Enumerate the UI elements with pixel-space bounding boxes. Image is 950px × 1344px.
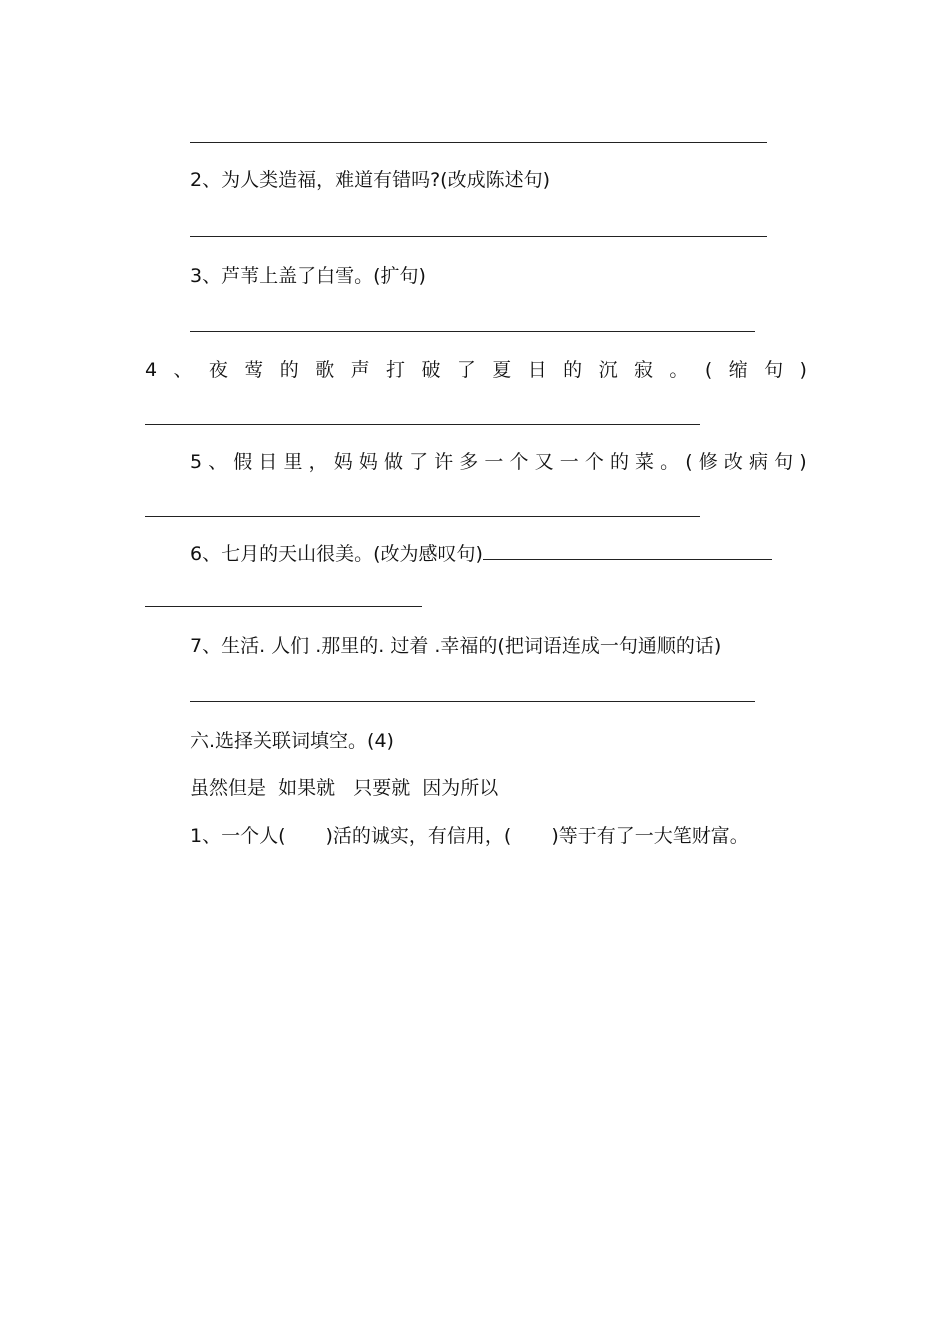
question-5-char: 了	[409, 451, 429, 473]
question-5-char: ，	[308, 451, 328, 473]
question-5-char: )	[799, 451, 807, 473]
question-4-char: 、	[173, 359, 193, 381]
question-4-char: (	[704, 359, 713, 381]
question-5-char: 多	[459, 451, 479, 473]
question-5-char: 句	[774, 451, 794, 473]
question-4-char: 破	[421, 359, 441, 381]
answer-line-q6	[145, 606, 422, 607]
question-4-char: 句	[764, 359, 784, 381]
question-5-char: 菜	[635, 451, 655, 473]
question-6	[190, 540, 772, 568]
question-5-char: 许	[434, 451, 454, 473]
section-6-item-1	[190, 822, 749, 850]
question-5-char: 一	[484, 451, 504, 473]
conjunction-options: 虽然但是 如果就 只要就 因为所以	[190, 777, 499, 799]
answer-line-q4	[145, 424, 700, 425]
question-4-char: 4	[145, 359, 158, 381]
question-5-char: 又	[534, 451, 554, 473]
question-5-char: (	[685, 451, 693, 473]
question-5-char: 改	[723, 451, 743, 473]
answer-line-q1	[190, 142, 767, 143]
question-5-char: 里	[283, 451, 303, 473]
answer-line-q2	[190, 236, 767, 237]
question-5-char: 的	[609, 451, 629, 473]
question-7: 7、生活. 人们 .那里的. 过着 .幸福的(把词语连成一句通顺的话)	[190, 635, 722, 657]
question-5-char: 。	[660, 451, 680, 473]
question-6-text: 6、七月的天山很美。(改为感叹句)	[190, 543, 483, 565]
item-1-part-3: )等于有了一大笔财富。	[551, 825, 749, 847]
question-4-char: 歌	[315, 359, 335, 381]
question-4-char: )	[799, 359, 807, 381]
question-4-char: 寂	[633, 359, 653, 381]
question-4-char: 日	[527, 359, 547, 381]
question-5-char: 5	[190, 451, 203, 473]
question-5-char: 个	[584, 451, 604, 473]
item-1-part-1: 1、一个人(	[190, 825, 286, 847]
question-5-char: 一	[559, 451, 579, 473]
answer-line-q6-inline	[483, 545, 772, 560]
question-5-char: 假	[233, 451, 253, 473]
question-5-char: 个	[509, 451, 529, 473]
question-4-char: 声	[350, 359, 370, 381]
question-4-char: 缩	[728, 359, 748, 381]
answer-line-q3	[190, 331, 755, 332]
answer-line-q7	[190, 701, 755, 702]
answer-line-q5	[145, 516, 700, 517]
question-5-char: 修	[698, 451, 718, 473]
question-4-char: 夏	[492, 359, 512, 381]
item-1-part-2: )活的诚实，有信用，(	[325, 825, 512, 847]
question-4-char: 打	[386, 359, 406, 381]
question-4-char: 的	[563, 359, 583, 381]
section-6-heading: 六.选择关联词填空。(4)	[190, 730, 394, 752]
question-5-char: 病	[749, 451, 769, 473]
question-5-char: 、	[208, 451, 228, 473]
question-4	[145, 356, 807, 384]
question-4-char: 夜	[208, 359, 228, 381]
question-4-char: 沉	[598, 359, 618, 381]
question-4-char: 。	[669, 359, 689, 381]
question-5	[190, 448, 807, 476]
question-4-char: 的	[279, 359, 299, 381]
question-5-char: 做	[383, 451, 403, 473]
question-4-char: 了	[456, 359, 476, 381]
question-3: 3、芦苇上盖了白雪。(扩句)	[190, 265, 426, 287]
question-2: 2、为人类造福，难道有错吗?(改成陈述句)	[190, 169, 550, 191]
question-5-char: 日	[258, 451, 278, 473]
question-4-char: 莺	[244, 359, 264, 381]
question-5-char: 妈	[358, 451, 378, 473]
question-5-char: 妈	[333, 451, 353, 473]
